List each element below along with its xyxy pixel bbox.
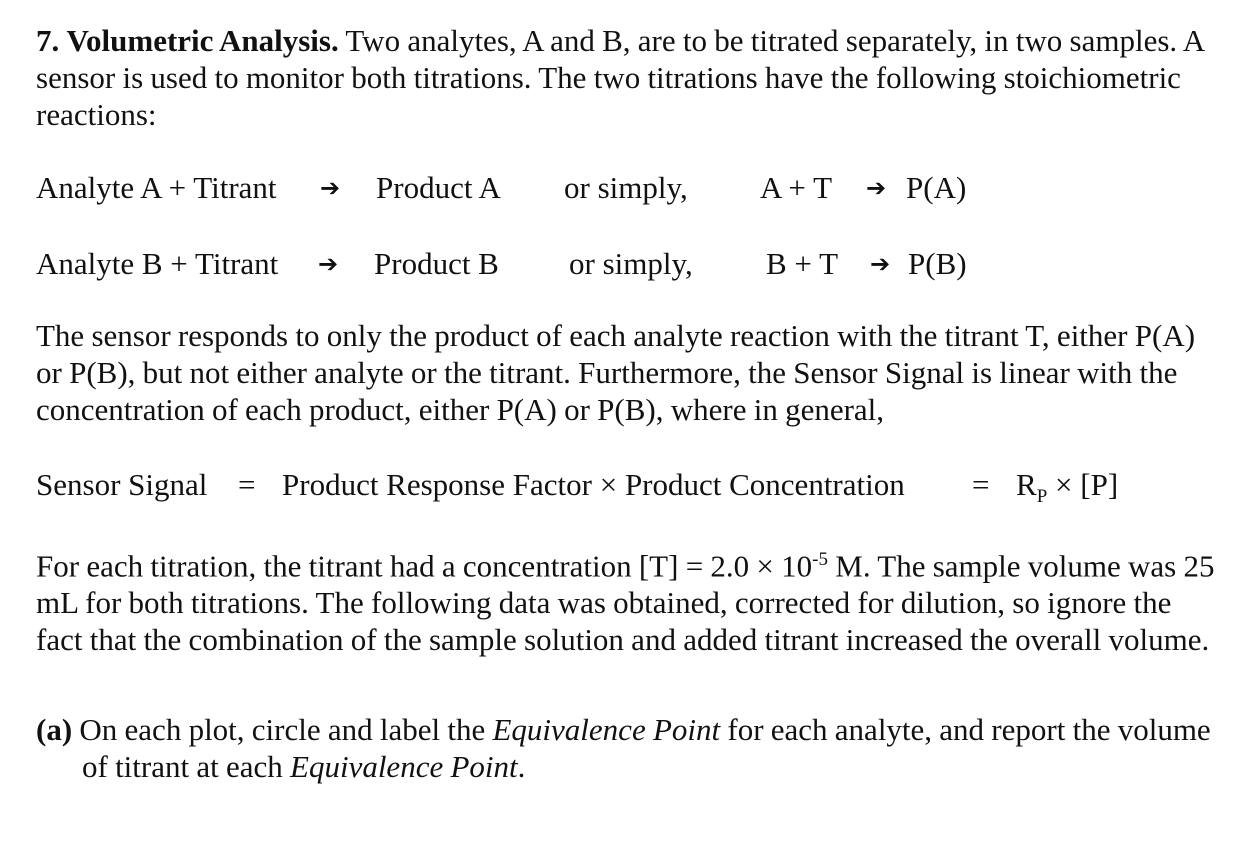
reaction-a-product: Product A (376, 170, 501, 205)
reaction-a-short-lhs: A + T (760, 170, 833, 205)
arrow-icon: ➔ (870, 250, 891, 278)
sensor-paragraph: The sensor responds to only the product of each analyte reaction with the titrant T, either P(A) or P(B), but not either analyte or the titrant. Furthermore, the Sensor Signal is linear with the concentration of each product, either P(A) or P(B), where in general, (36, 318, 1196, 427)
reaction-b-product: Product B (374, 246, 499, 281)
part-a-text2: for each analyte, and report the volume of titrant at each (82, 712, 1211, 785)
equals-sign: = (972, 467, 990, 502)
problem-page (36, 22, 1216, 785)
part-a-label: (a) (36, 712, 73, 748)
problem-intro-text: Two analytes, A and B, are to be titrated separately, in two samples. A sensor is used to monitor both titrations. The two titrations have the following stoichiometric reactions: (36, 23, 1204, 132)
arrow-icon: ➔ (866, 174, 887, 202)
equals-sign: = (238, 467, 256, 502)
part-a-text1: On each plot, circle and label the (72, 712, 493, 748)
arrow-icon: ➔ (318, 250, 339, 278)
part-a-em1: Equivalence Point (492, 712, 721, 748)
reaction-b-or-simply: or simply, (569, 246, 693, 281)
reaction-b-short-lhs: B + T (766, 246, 839, 281)
part-a (36, 711, 1216, 785)
titration-paragraph (36, 541, 1216, 658)
rhs-base: R (1016, 467, 1037, 502)
sensor-equation-rhs (1016, 466, 1118, 515)
problem-number: 7. (36, 23, 60, 58)
reaction-a (36, 169, 1216, 206)
sensor-equation (36, 466, 1216, 508)
part-a-em2: Equivalence Point (290, 749, 518, 785)
reaction-b-short-product: P(B) (908, 246, 967, 281)
rhs-subscript: P (1036, 486, 1048, 508)
reaction-a-lhs: Analyte A + Titrant (36, 170, 277, 205)
sensor-equation-middle: Product Response Factor × Product Concentration (282, 467, 905, 502)
problem-title: Volumetric Analysis. (66, 23, 339, 58)
part-a-text3: . (517, 749, 526, 785)
arrow-icon: ➔ (320, 174, 341, 202)
titration-text-after: M. The sample volume was 25 mL for both titrations. The following data was obtained, corrected for dilution, so ignore the fact that the combination of the sample solution and added titrant increased the overall volume. (36, 548, 1215, 658)
titration-text-before: For each titration, the titrant had a concentration [T] = 2.0 × 10 (36, 548, 813, 584)
reaction-a-short-product: P(A) (906, 170, 967, 205)
sensor-signal-label: Sensor Signal (36, 467, 208, 502)
reaction-b-lhs: Analyte B + Titrant (36, 246, 279, 281)
reaction-b (36, 245, 1216, 282)
rhs-tail: × [P] (1047, 467, 1119, 502)
titration-exponent: -5 (812, 549, 828, 570)
problem-intro (36, 22, 1216, 133)
reaction-a-or-simply: or simply, (564, 170, 688, 205)
